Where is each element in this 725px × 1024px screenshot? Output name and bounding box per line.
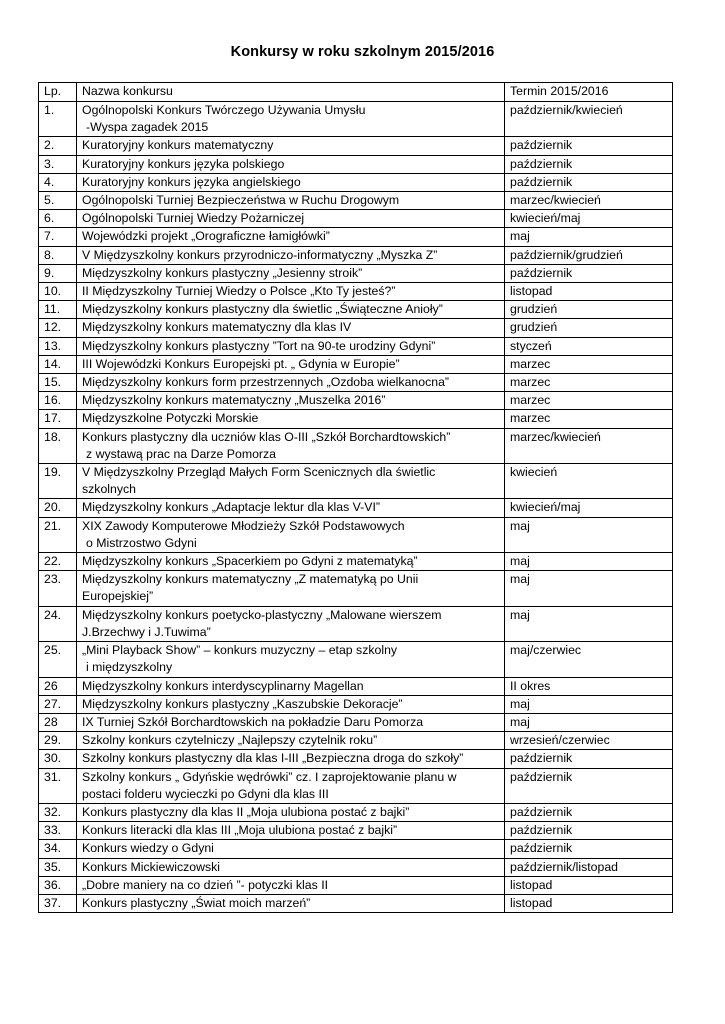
row-number: 20.: [39, 499, 77, 517]
contest-name: [77, 642, 505, 677]
contest-name-line: Międzyszkolne Potyczki Morskie: [82, 411, 259, 426]
table-row: [39, 246, 673, 264]
contest-term: maj: [505, 228, 673, 246]
row-number: 35.: [39, 858, 77, 876]
row-number: 9.: [39, 264, 77, 282]
contest-term: październik: [505, 822, 673, 840]
contest-name: [77, 713, 505, 731]
contest-name-line: Konkurs Mickiewiczowski: [82, 859, 221, 874]
contest-term: listopad: [505, 876, 673, 894]
contest-name-line: Konkurs plastyczny dla uczniów klas O-III „Szkół Borchardtowskich”: [82, 429, 451, 444]
contest-name-line: II Międzyszkolny Turniej Wiedzy o Polsce „Kto Ty jesteś?”: [82, 284, 396, 299]
row-number: 19.: [39, 464, 77, 499]
contest-term: maj: [505, 571, 673, 606]
row-number: 3.: [39, 155, 77, 173]
contest-term: październik/kwiecień: [505, 102, 673, 137]
contest-name: [77, 768, 505, 803]
contest-name-line: V Międzyszkolny konkurs przyrodniczo-informatyczny „Myszka Z”: [82, 247, 438, 262]
contest-name-line: Ogólnopolski Turniej Bezpieczeństwa w Ruchu Drogowym: [82, 193, 400, 208]
contest-name: [77, 337, 505, 355]
contest-term: październik: [505, 750, 673, 768]
contest-name-line: Konkurs plastyczny „Świat moich marzeń”: [82, 895, 311, 910]
contest-name: [77, 858, 505, 876]
contest-name-line: Międzyszkolny konkurs „Adaptacje lektur dla klas V-VI”: [82, 500, 380, 515]
header-term: Termin 2015/2016: [505, 83, 673, 102]
row-number: 36.: [39, 876, 77, 894]
contest-term: marzec/kwiecień: [505, 192, 673, 210]
table-row: [39, 840, 673, 858]
contest-term: marzec: [505, 355, 673, 373]
table-row: [39, 228, 673, 246]
row-number: 26: [39, 677, 77, 695]
table-header-row: [39, 83, 673, 102]
contest-name: [77, 210, 505, 228]
contest-term: kwiecień: [505, 464, 673, 499]
contest-name: [77, 464, 505, 499]
table-row: [39, 337, 673, 355]
row-number: 33.: [39, 822, 77, 840]
row-number: 8.: [39, 246, 77, 264]
contest-name-line: Międzyszkolny konkurs matematyczny dla klas IV: [82, 320, 352, 335]
table-row: [39, 894, 673, 912]
table-row: [39, 695, 673, 713]
contest-name-line: Międzyszkolny konkurs „Spacerkiem po Gdyni z matematyką”: [82, 554, 418, 569]
contest-name-line: V Międzyszkolny Przegląd Małych Form Scenicznych dla świetlic: [82, 465, 436, 480]
table-row: [39, 374, 673, 392]
row-number: 5.: [39, 192, 77, 210]
contest-name: [77, 283, 505, 301]
row-number: 31.: [39, 768, 77, 803]
table-row: [39, 301, 673, 319]
row-number: 12.: [39, 319, 77, 337]
contest-term: październik: [505, 803, 673, 821]
contest-term: listopad: [505, 283, 673, 301]
contest-name-line: Międzyszkolny konkurs matematyczny „Z matematyką po Unii: [82, 572, 419, 587]
table-row: [39, 642, 673, 677]
row-number: 16.: [39, 392, 77, 410]
table-row: [39, 355, 673, 373]
row-number: 24.: [39, 606, 77, 641]
contest-name: [77, 571, 505, 606]
contest-name-line: Ogólnopolski Turniej Wiedzy Pożarniczej: [82, 211, 305, 226]
contest-name-line: Konkurs plastyczny dla klas II „Moja ulubiona postać z bajki”: [82, 804, 410, 819]
contest-name: [77, 894, 505, 912]
contest-name: [77, 246, 505, 264]
header-name: Nazwa konkursu: [77, 83, 505, 102]
contest-term: maj: [505, 695, 673, 713]
contest-term: maj: [505, 517, 673, 552]
contest-name: [77, 355, 505, 373]
contest-term: październik: [505, 137, 673, 155]
table-row: [39, 155, 673, 173]
contest-name-line: Ogólnopolski Konkurs Twórczego Używania Umysłu: [82, 103, 366, 117]
contest-name-line: Międzyszkolny konkurs plastyczny dla świetlic „Świąteczne Anioły”: [82, 302, 443, 317]
contest-term: październik: [505, 840, 673, 858]
contest-name: [77, 499, 505, 517]
contest-name-line: „Dobre maniery na co dzień ”- potyczki klas II: [82, 877, 329, 892]
contest-name: [77, 750, 505, 768]
contest-name-line: XIX Zawody Komputerowe Młodzieży Szkół Podstawowych: [82, 518, 405, 533]
table-row: [39, 428, 673, 463]
table-row: [39, 499, 673, 517]
contest-name: [77, 428, 505, 463]
table-row: [39, 732, 673, 750]
contest-term: marzec: [505, 374, 673, 392]
table-body: [39, 102, 673, 913]
table-row: [39, 410, 673, 428]
table-row: [39, 571, 673, 606]
row-number: 28: [39, 713, 77, 731]
table-row: [39, 803, 673, 821]
contest-name-line: Międzyszkolny konkurs matematyczny „Muszelka 2016”: [82, 393, 386, 408]
contest-name-line: o Mistrzostwo Gdyni: [86, 535, 197, 550]
table-row: [39, 210, 673, 228]
contest-name-line: z wystawą prac na Darze Pomorza: [86, 446, 276, 461]
contest-name: [77, 677, 505, 695]
table-row: [39, 283, 673, 301]
table-row: [39, 464, 673, 499]
contest-name-line: Szkolny konkurs plastyczny dla klas I-III „Bezpieczna droga do szkoły”: [82, 751, 464, 766]
row-number: 6.: [39, 210, 77, 228]
contest-name-line: J.Brzechwy i J.Tuwima”: [82, 624, 211, 639]
row-number: 34.: [39, 840, 77, 858]
contest-name-line: Konkurs wiedzy o Gdyni: [82, 841, 214, 856]
contest-name: [77, 732, 505, 750]
contest-name-line: Europejskiej”: [82, 589, 154, 604]
contest-name-line: Szkolny konkurs „ Gdyńskie wędrówki” cz. I zaprojektowanie planu w: [82, 769, 457, 784]
contest-name: [77, 803, 505, 821]
contest-name-line: IX Turniej Szkół Borchardtowskich na pokładzie Daru Pomorza: [82, 714, 424, 729]
page-title: Konkursy w roku szkolnym 2015/2016: [230, 44, 495, 60]
contest-term: listopad: [505, 894, 673, 912]
contest-name: [77, 301, 505, 319]
contest-name: [77, 606, 505, 641]
table-row: [39, 392, 673, 410]
contest-name-line: Międzyszkolny konkurs interdyscyplinarny Magellan: [82, 678, 364, 693]
contest-name: [77, 876, 505, 894]
table-row: [39, 192, 673, 210]
contest-term: maj: [505, 713, 673, 731]
table-row: [39, 677, 673, 695]
contest-name: [77, 553, 505, 571]
row-number: 15.: [39, 374, 77, 392]
contest-name: [77, 517, 505, 552]
contest-name-line: Kuratoryjny konkurs języka polskiego: [82, 156, 285, 171]
contest-name-line: „Mini Playback Show” – konkurs muzyczny – etap szkolny: [82, 643, 398, 658]
row-number: 23.: [39, 571, 77, 606]
contest-term: wrzesień/czerwiec: [505, 732, 673, 750]
contest-term: grudzień: [505, 319, 673, 337]
contest-term: marzec: [505, 392, 673, 410]
contests-table: [38, 82, 673, 913]
contest-name-line: i międzyszkolny: [86, 660, 173, 675]
contest-name: [77, 155, 505, 173]
contest-name-line: Kuratoryjny konkurs języka angielskiego: [82, 174, 301, 189]
contest-name: [77, 695, 505, 713]
contest-term: marzec/kwiecień: [505, 428, 673, 463]
row-number: 27.: [39, 695, 77, 713]
row-number: 18.: [39, 428, 77, 463]
row-number: 37.: [39, 894, 77, 912]
contest-term: kwiecień/maj: [505, 499, 673, 517]
contest-term: maj: [505, 606, 673, 641]
row-number: 14.: [39, 355, 77, 373]
contest-term: październik: [505, 173, 673, 191]
contest-name: [77, 822, 505, 840]
contest-name: [77, 392, 505, 410]
contest-name: [77, 319, 505, 337]
table-row: [39, 264, 673, 282]
table-row: [39, 768, 673, 803]
contest-name-line: -Wyspa zagadek 2015: [86, 120, 209, 135]
table-row: [39, 517, 673, 552]
contest-term: październik: [505, 264, 673, 282]
contest-name: [77, 264, 505, 282]
contest-name-line: III Wojewódzki Konkurs Europejski pt. „ Gdynia w Europie”: [82, 356, 400, 371]
table-row: [39, 713, 673, 731]
contest-term: kwiecień/maj: [505, 210, 673, 228]
row-number: 13.: [39, 337, 77, 355]
header-lp: Lp.: [39, 83, 77, 102]
table-row: [39, 876, 673, 894]
contest-name: [77, 137, 505, 155]
contest-term: styczeń: [505, 337, 673, 355]
contest-term: październik/grudzień: [505, 246, 673, 264]
contest-term: II okres: [505, 677, 673, 695]
contest-name: [77, 173, 505, 191]
row-number: 21.: [39, 517, 77, 552]
row-number: 30.: [39, 750, 77, 768]
contest-term: grudzień: [505, 301, 673, 319]
contest-term: październik/listopad: [505, 858, 673, 876]
contest-name-line: Międzyszkolny konkurs plastyczny „Jesienny stroik”: [82, 265, 363, 280]
contest-term: październik: [505, 155, 673, 173]
contest-name-line: Międzyszkolny konkurs plastyczny ”Tort na 90-te urodziny Gdyni”: [82, 338, 436, 353]
contest-name: [77, 410, 505, 428]
table-row: [39, 553, 673, 571]
row-number: 22.: [39, 553, 77, 571]
table-row: [39, 319, 673, 337]
contest-name-line: Konkurs literacki dla klas III „Moja ulubiona postać z bajki”: [82, 823, 398, 838]
contest-term: maj/czerwiec: [505, 642, 673, 677]
contest-name: [77, 374, 505, 392]
contest-term: marzec: [505, 410, 673, 428]
contest-term: październik: [505, 768, 673, 803]
contest-name-line: szkolnych: [82, 482, 136, 497]
contest-name-line: Międzyszkolny konkurs plastyczny „Kaszubskie Dekoracje”: [82, 696, 403, 711]
row-number: 2.: [39, 137, 77, 155]
table-row: [39, 102, 673, 137]
table-row: [39, 822, 673, 840]
contest-name-line: postaci folderu wycieczki po Gdyni dla klas III: [82, 786, 329, 801]
row-number: 32.: [39, 803, 77, 821]
contest-name-line: Szkolny konkurs czytelniczy „Najlepszy czytelnik roku”: [82, 733, 378, 748]
contest-name: [77, 192, 505, 210]
row-number: 10.: [39, 283, 77, 301]
row-number: 29.: [39, 732, 77, 750]
row-number: 17.: [39, 410, 77, 428]
contest-name: [77, 840, 505, 858]
contest-name-line: Międzyszkolny konkurs form przestrzennych „Ozdoba wielkanocna”: [82, 375, 450, 390]
row-number: 7.: [39, 228, 77, 246]
row-number: 1.: [39, 102, 77, 137]
row-number: 4.: [39, 173, 77, 191]
table-row: [39, 750, 673, 768]
contest-name-line: Międzyszkolny konkurs poetycko-plastyczny „Malowane wierszem: [82, 607, 442, 622]
table-row: [39, 173, 673, 191]
table-row: [39, 137, 673, 155]
contest-name: [77, 102, 505, 137]
contest-term: maj: [505, 553, 673, 571]
contest-name-line: Wojewódzki projekt „Orograficzne łamigłówki”: [82, 229, 330, 244]
contest-name-line: Kuratoryjny konkurs matematyczny: [82, 138, 274, 153]
table-row: [39, 606, 673, 641]
contest-name: [77, 228, 505, 246]
row-number: 25.: [39, 642, 77, 677]
row-number: 11.: [39, 301, 77, 319]
table-row: [39, 858, 673, 876]
